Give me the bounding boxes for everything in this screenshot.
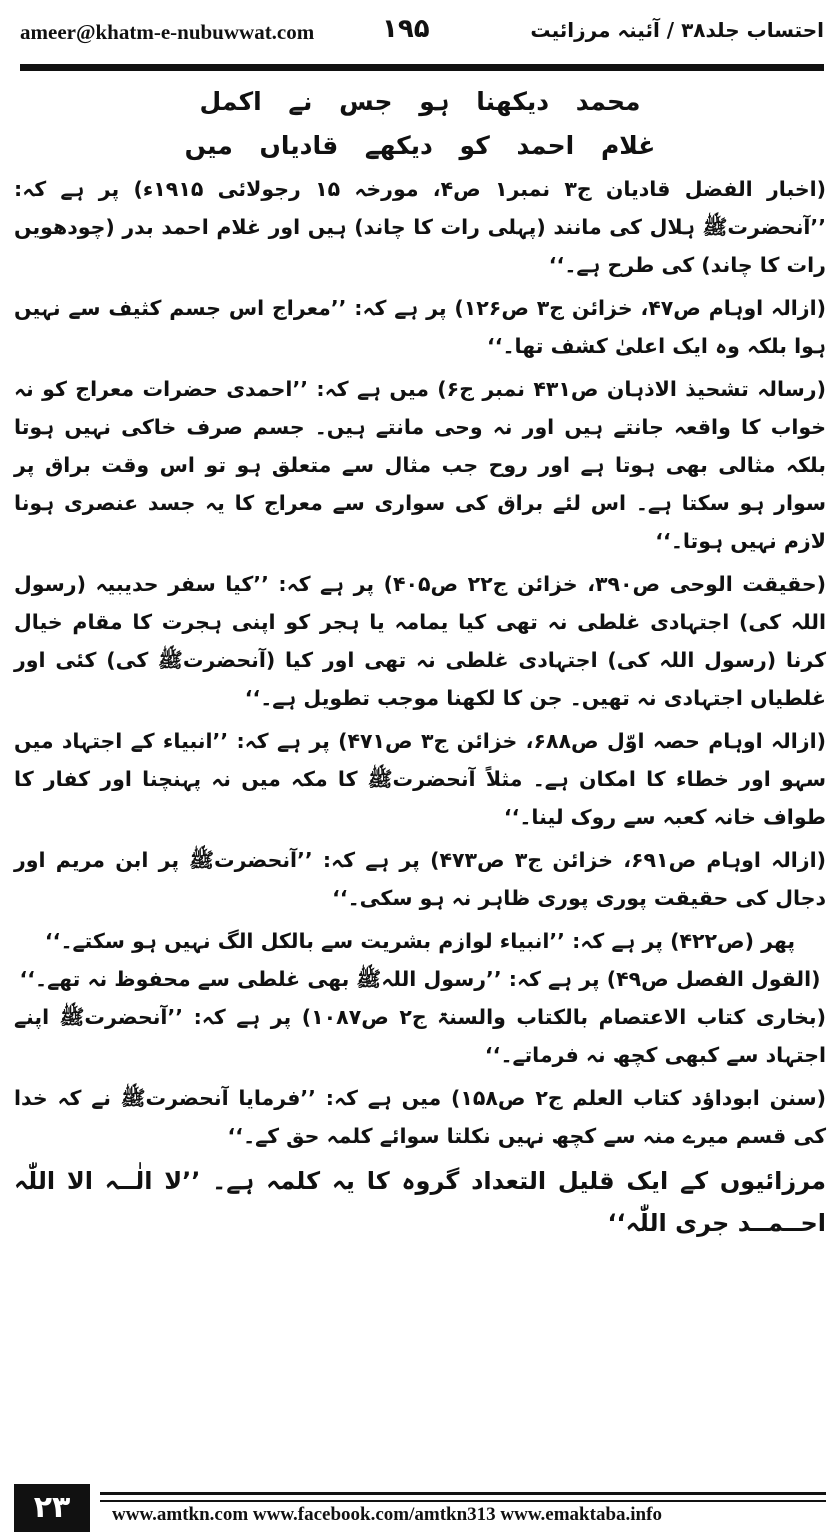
footer-rule — [100, 1492, 826, 1495]
paragraph: (ازالہ اوہام ص۴۷، خزائن ج۳ ص۱۲۶) پر ہے کہ: ’’معراج اس جسم کثیف سے نہیں ہوا بلکہ وہ ایک اعلیٰ کشف تھا۔‘‘ — [14, 296, 826, 358]
page-header — [20, 14, 824, 54]
paragraph: پھر (ص۴۲۲) پر ہے کہ: ’’انبیاء لوازم بشریت سے بالکل الگ نہیں ہو سکتے۔‘‘ — [44, 929, 796, 953]
paragraph: (حقیقت الوحی ص۳۹۰، خزائن ج۲۲ ص۴۰۵) پر ہے کہ: ’’کیا سفر حدیبیہ (رسول اللہ کی) اجتہادی غلطی نہ تھی کیا یمامہ یا ہجر کو اپنی ہجرت کا مقام خیال کرنا (رسول اللہ کی) اجتہادی غلطی نہ تھی اور کیا (آنحضرتﷺ کی) کئی اور غلطیاں اجتہادی نہ تھیں۔ جن کا لکھنا موجب تطویل ہے۔‘‘ — [14, 572, 826, 710]
header-rule — [20, 64, 824, 71]
paragraph: (رسالہ تشحیذ الاذہان ص۴۳۱ نمبر ج۶) میں ہے کہ: ’’احمدی حضرات معراج کو نہ خواب کا واقعہ جانتے ہیں اور نہ وحی مانتے ہیں۔ جسم صرف خاکی نہیں ہوتا بلکہ مثالی بھی ہوتا ہے اور روح جب مثال سے متعلق ہو تو اس وقت براق پر سوار ہو سکتا ہے۔ اس لئے براق کی سواری سے معراج کا یہ جسد عنصری ہونا لازم نہیں ہوتا۔‘‘ — [14, 377, 826, 553]
sheet-number: ۲۳ — [14, 1484, 90, 1532]
footer-rule — [100, 1500, 826, 1502]
paragraph: مرزائیوں کے ایک قلیل التعداد گروہ کا یہ کلمہ ہے۔ ’’لا الٰــہ الا اللّٰہ احــمــد جری اللّٰہ‘‘ — [14, 1167, 826, 1237]
paragraph: (سنن ابوداؤد کتاب العلم ج۲ ص۱۵۸) میں ہے کہ: ’’فرمایا آنحضرتﷺ نے کہ خدا کی قسم میرے منہ سے کچھ نہیں نکلتا سوائے کلمہ حق کے۔‘‘ — [14, 1086, 826, 1148]
paragraph: (اخبار الفضل قادیان ج۳ نمبر۱ ص۴، مورخہ ۱۵ رجولائی ۱۹۱۵ء) پر ہے کہ: ’’آنحضرتﷺ ہلال کی مانند (پہلی رات کا چاند) ہیں اور غلام احمد بدر (چودھویں رات کا چاند) کی طرح ہے۔‘‘ — [14, 177, 826, 277]
paragraph: (ازالہ اوہام حصہ اوّل ص۶۸۸، خزائن ج۳ ص۴۷۱) پر ہے کہ: ’’انبیاء کے اجتہاد میں سہو اور خطاء کا امکان ہے۔ مثلاً آنحضرتﷺ کا مکہ میں نہ پہنچنا اور کفار کا طواف خانہ کعبہ سے روک لینا۔‘‘ — [14, 729, 826, 829]
footer-urls: www.amtkn.com www.facebook.com/amtkn313 www.emaktaba.info — [112, 1504, 662, 1525]
body-text — [14, 170, 826, 1249]
poem-couplet — [40, 80, 800, 168]
header-email: ameer@khatm-e-nubuwwat.com — [20, 20, 315, 44]
paragraph: (ازالہ اوہام ص۶۹۱، خزائن ج۳ ص۴۷۳) پر ہے کہ: ’’آنحضرتﷺ پر ابن مریم اور دجال کی حقیقت پوری پوری ظاہر نہ ہو سکی۔‘‘ — [14, 848, 826, 910]
running-title: احتساب جلد۳۸ / آئینہ مرزائیت — [530, 18, 824, 42]
paragraph: (بخاری کتاب الاعتصام بالکتاب والسنۃ ج۲ ص۱۰۸۷) پر ہے کہ: ’’آنحضرتﷺ اپنے اجتہاد سے کبھی کچھ نہ فرماتے۔‘‘ — [14, 1005, 827, 1067]
poem-line: غلام احمد کو دیکھے قادیاں میں — [184, 131, 656, 160]
paragraph: (القول الفصل ص۴۹) پر ہے کہ: ’’رسول اللہﷺ بھی غلطی سے محفوظ نہ تھے۔‘‘ — [19, 967, 821, 991]
page-number: ۱۹۵ — [382, 14, 430, 44]
poem-line: محمد دیکھنا ہو جس نے اکمل — [199, 87, 641, 116]
page-footer — [14, 1482, 826, 1534]
